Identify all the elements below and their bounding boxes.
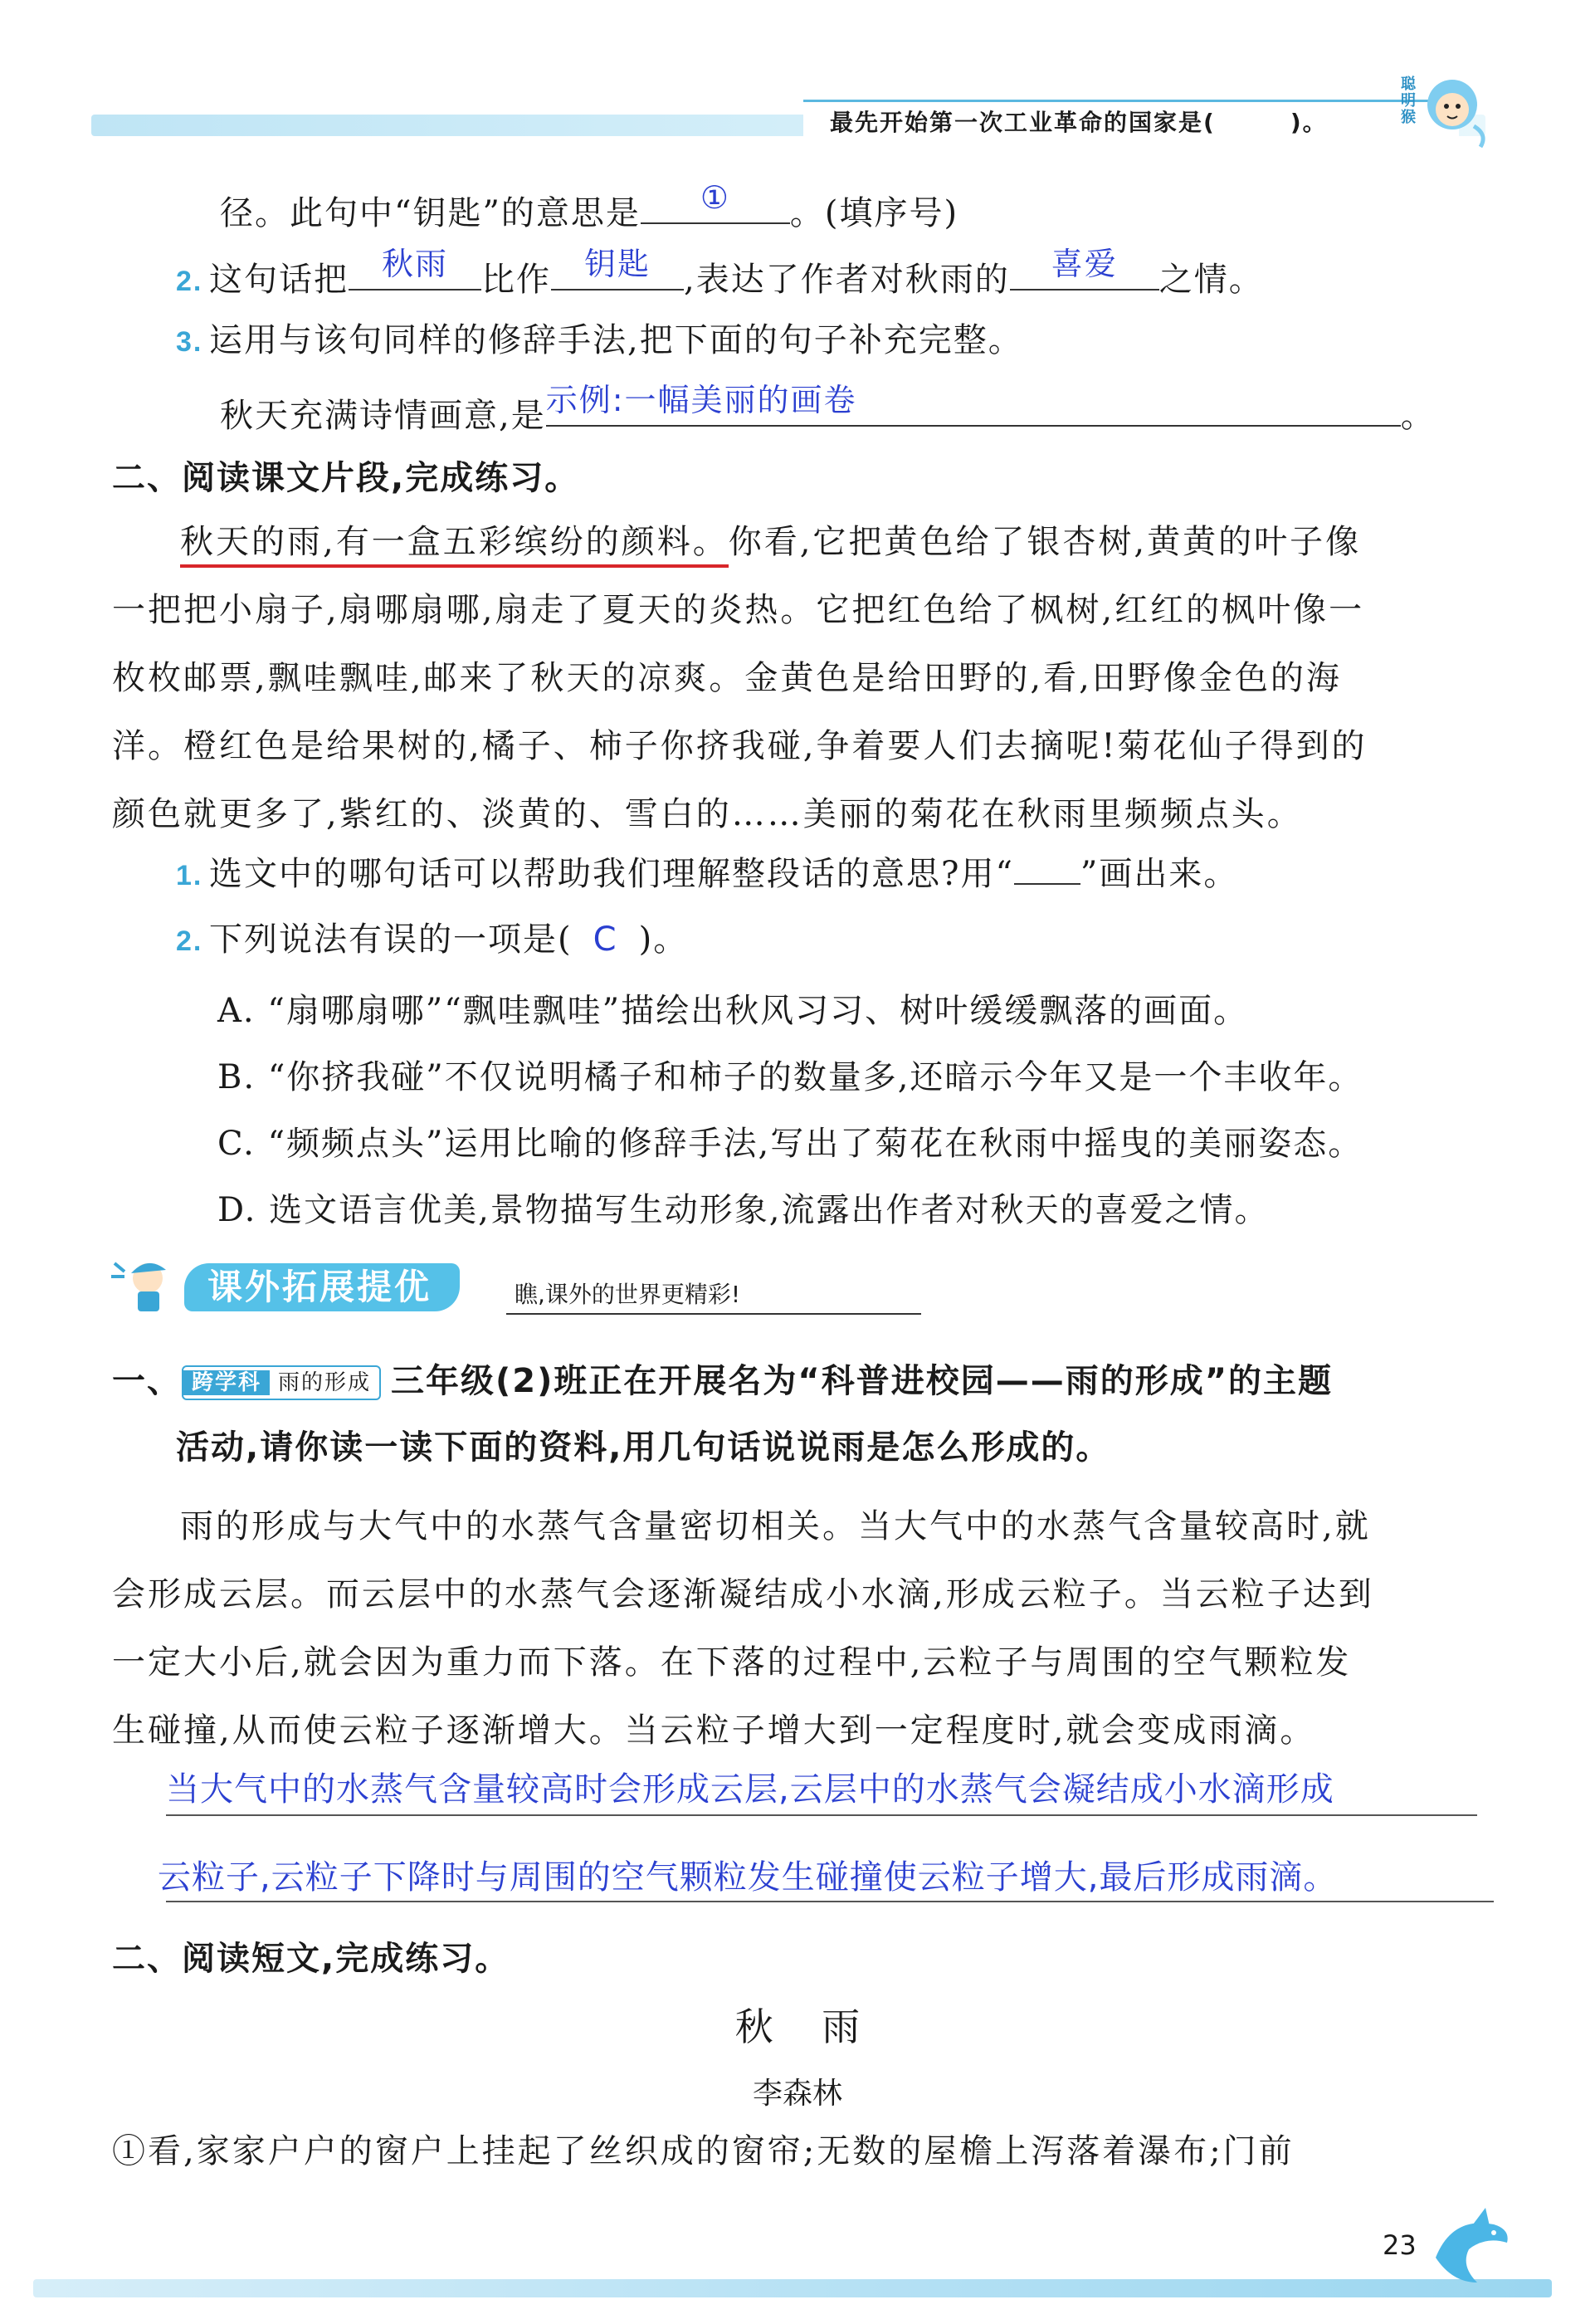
part2-q2: 2. 下列说法有误的一项是( C )。 — [176, 916, 688, 964]
q3-fill-row: 秋天充满诗情画意,是 示例:一幅美丽的画卷 。 — [220, 382, 1436, 435]
article-title: 秋 雨 — [734, 2004, 861, 2049]
part2-heading: 二、阅读课文片段,完成练习。 — [112, 459, 580, 497]
section-subtitle: 瞧,课外的世界更精彩! — [515, 1281, 741, 1308]
section-banner — [108, 1255, 822, 1321]
underlined-key-sentence: 秋天的雨,有一盒五彩缤纷的颜料。 — [180, 523, 729, 568]
part4-heading: 二、阅读短文,完成练习。 — [112, 1940, 510, 1978]
article-first-line: ①看,家家户户的窗户上挂起了丝织成的窗帘;无数的屋檐上泻落着瀑布;门前 — [112, 2132, 1295, 2170]
mascot-label: 聪明猴 — [1401, 76, 1416, 126]
q2-row: 2. 这句话把 秋雨 比作 钥匙 ,表达了作者对秋雨的 喜爱 之情。 — [176, 246, 1264, 299]
option-b: B. “你挤我碰”不仅说明橘子和柿子的数量多,还暗示今年又是一个丰收年。 — [217, 1058, 1363, 1096]
section-title: 课外拓展提优 — [184, 1263, 460, 1311]
page-number: 23 — [1383, 2229, 1417, 2261]
q3-row: 3. 运用与该句同样的修辞手法,把下面的句子补充完整。 — [176, 321, 1023, 359]
rain-answer-line-1: 当大气中的水蒸气含量较高时会形成云层,云层中的水蒸气会凝结成小水滴形成 — [166, 1770, 1334, 1809]
part2-q1: 1. 选文中的哪句话可以帮助我们理解整段话的意思?用“ ”画出来。 — [176, 850, 1238, 899]
rain-material: 雨的形成与大气中的水蒸气含量密切相关。当大气中的水蒸气含量较高时,就 会形成云层。而云层中的水蒸气会逐渐凝结成小水滴,形成云粒子。当云粒子达到 一定大小后,就会因为重力而下落。在下落的过程中,云粒子与周围的空气颗粒发 生碰撞,从而使云粒子逐渐增大。当云粒子增大到一定程度时,就会变成雨滴。 — [112, 1507, 1374, 1750]
cross-subject-tag: 跨学科 雨的形成 — [182, 1365, 381, 1400]
answer-underline-2 — [166, 1901, 1494, 1902]
dolphin-icon — [1427, 2200, 1519, 2291]
footer-bar — [33, 2279, 1552, 2297]
option-a: A. “扇哪扇哪”“飘哇飘哇”描绘出秋风习习、树叶缓缓飘落的画面。 — [217, 992, 1249, 1030]
rain-answer-line-2: 云粒子,云粒子下降时与周围的空气颗粒发生碰撞使云粒子增大,最后形成雨滴。 — [158, 1858, 1338, 1897]
choice-answer: C — [593, 920, 618, 959]
option-d: D. 选文语言优美,景物描写生动形象,流露出作者对秋天的喜爱之情。 — [217, 1191, 1270, 1229]
header-question: 最先开始第一次工业革命的国家是( )。 — [830, 109, 1328, 136]
option-c: C. “频频点头”运用比喻的修辞手法,写出了菊花在秋雨中摇曳的美丽姿态。 — [217, 1125, 1363, 1163]
part3-row1: 一、 跨学科 雨的形成 三年级(2)班正在开展名为“科普进校园——雨的形成”的主题 — [112, 1362, 1334, 1400]
article-author: 李森林 — [752, 2077, 842, 2111]
kid-mascot-icon — [108, 1255, 191, 1321]
answer-key-meaning: ① — [700, 179, 730, 216]
part2-passage: 秋天的雨,有一盒五彩缤纷的颜料。你看,它把黄色给了银杏树,黄黄的叶子像 一把把小扇子,扇哪扇哪,扇走了夏天的炎热。它把红色给了枫树,红红的枫叶像一 枚枚邮票,飘哇飘哇,邮来了秋天的凉爽。金黄色是给田野的,看,田野像金色的海 洋。橙红色是给果树的,橘子、柿子你挤我碰,争着要人们去摘呢!菊花仙子得到的 颜色就更多了,紫红的、淡黄的、雪白的……美丽的菊花在秋雨里频频点头。 — [112, 523, 1368, 833]
answer-underline-1 — [166, 1814, 1477, 1816]
q1-continuation: 径。此句中“钥匙”的意思是 ① 。(填序号) — [220, 181, 958, 237]
part3-row2: 活动,请你读一读下面的资料,用几句话说说雨是怎么形成的。 — [176, 1428, 1111, 1467]
